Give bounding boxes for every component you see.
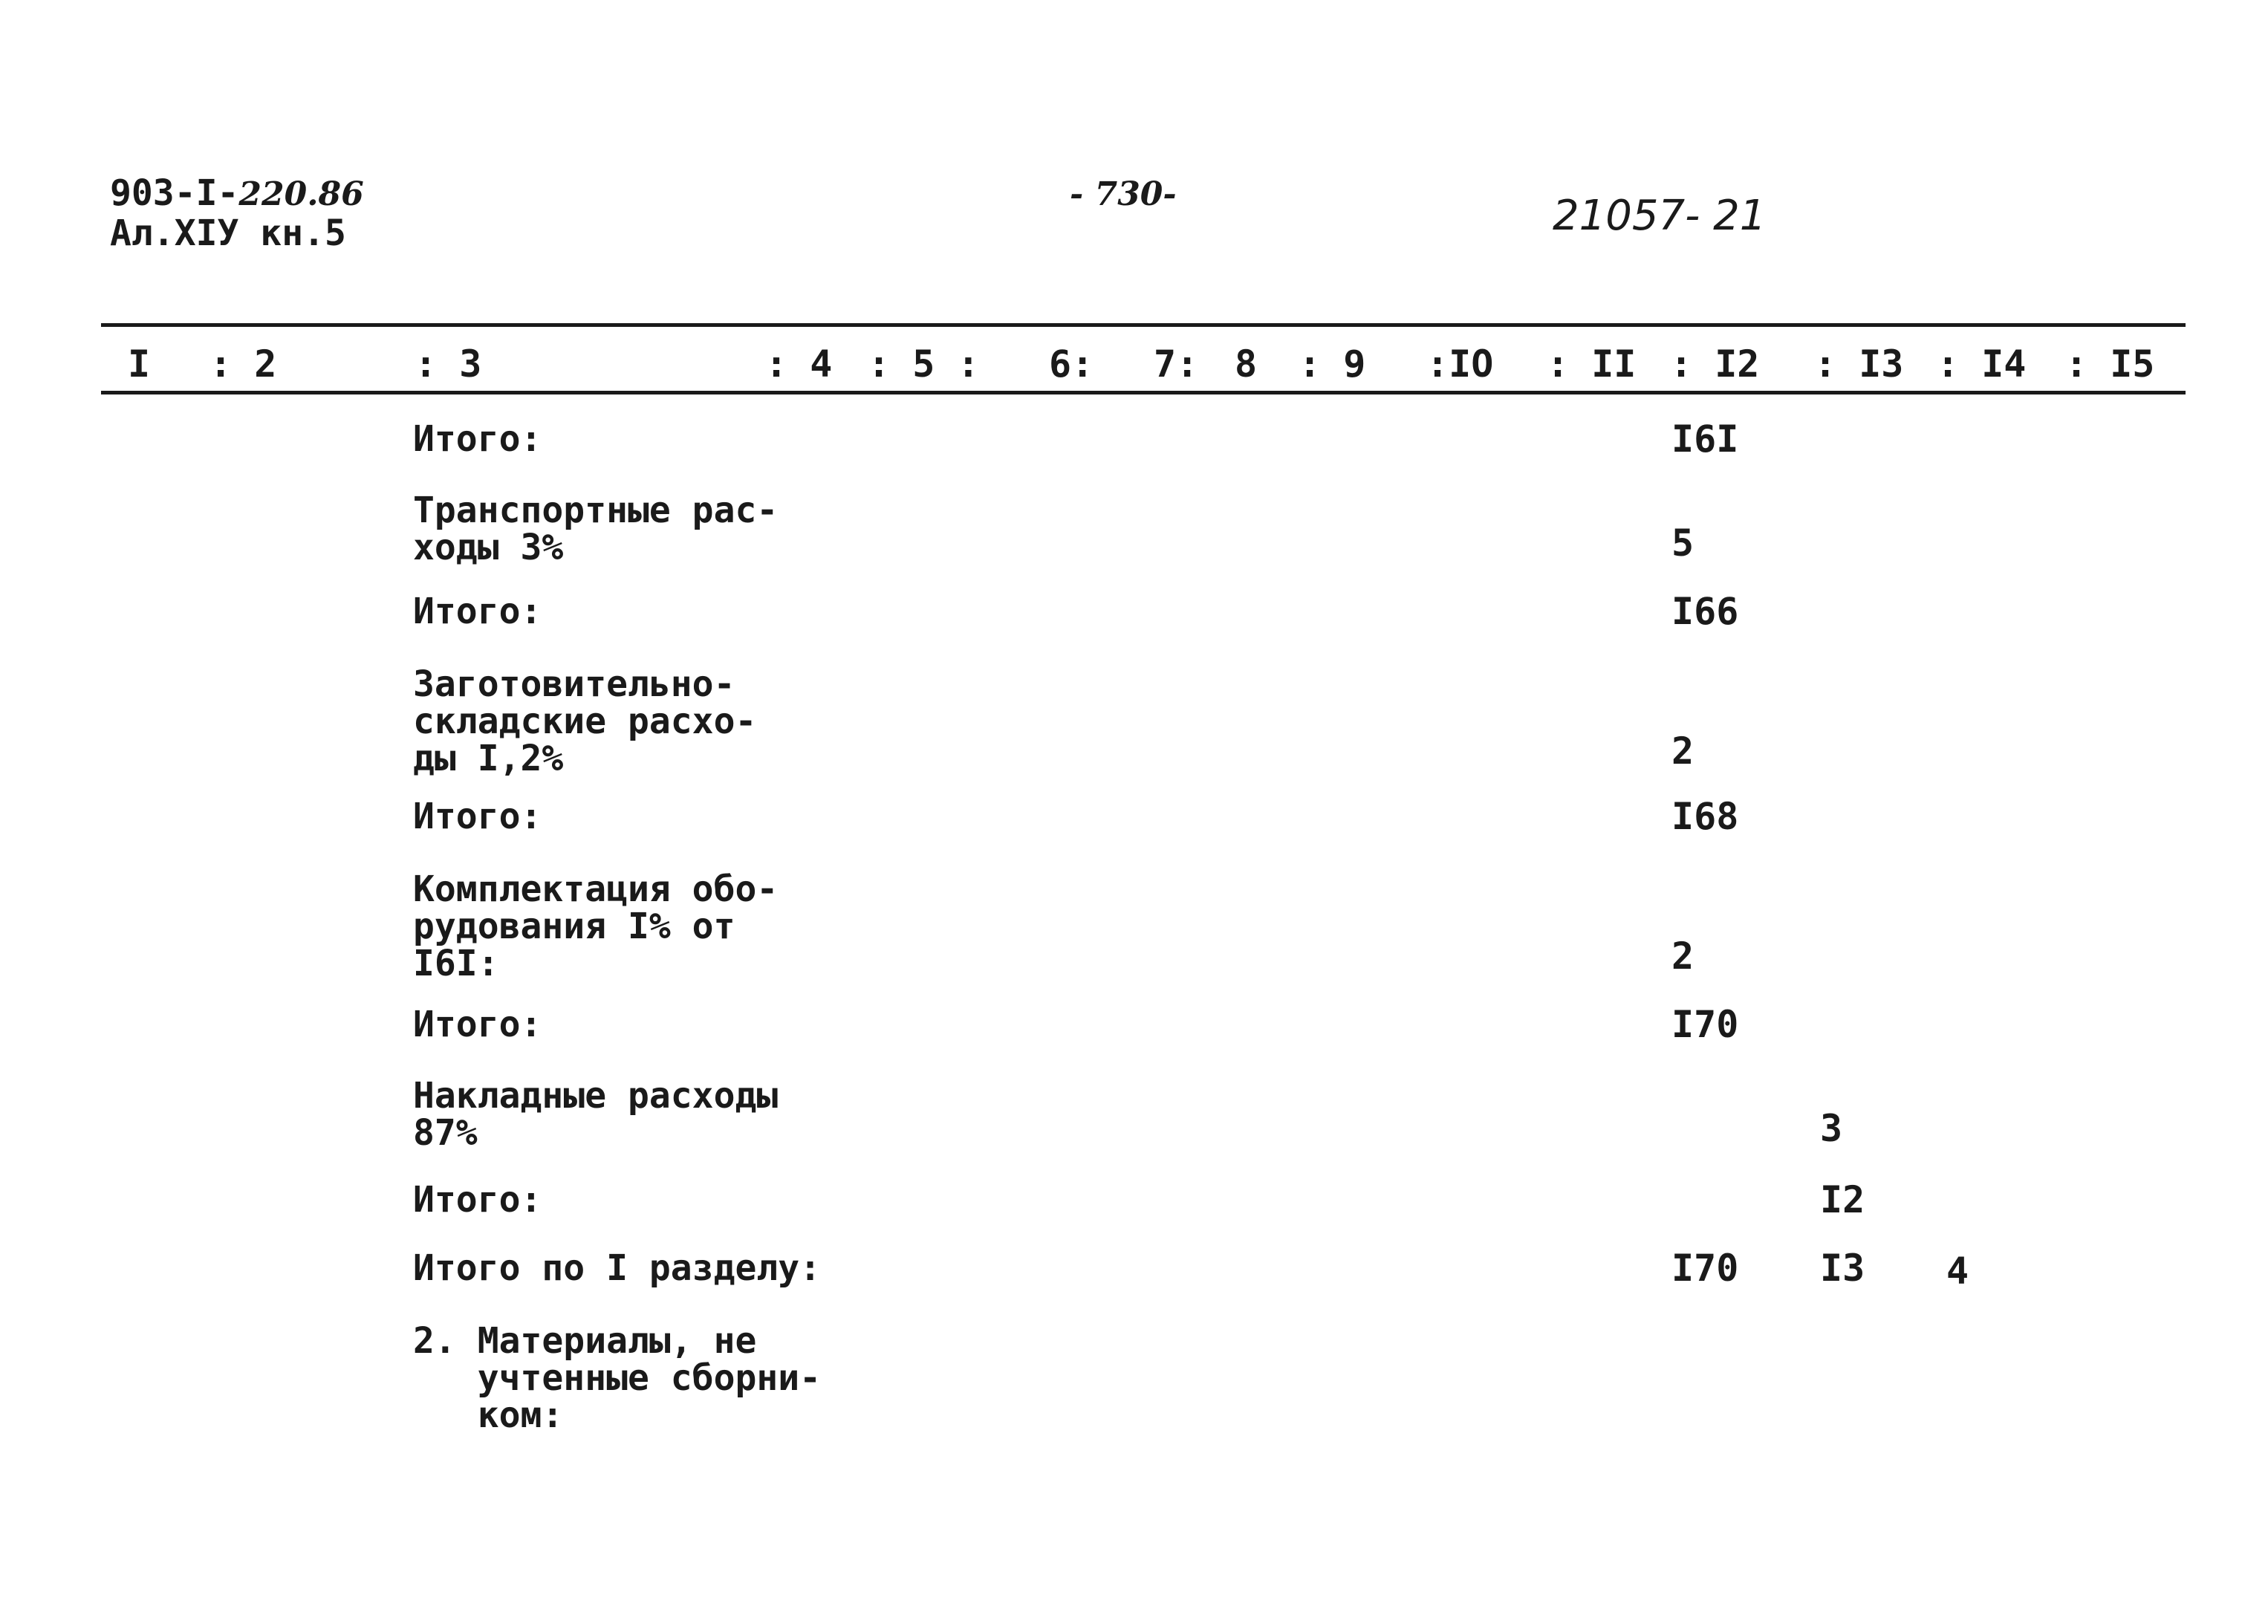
row-label: Итого по I разделу: [413,1247,822,1289]
cell-col12: I66 [1671,590,1739,633]
cell-col13: 3 [1820,1107,1843,1150]
row-label: Итого: [413,1179,542,1221]
cell-col13: I2 [1820,1178,1865,1221]
project-code-handwritten: 220.86 [238,175,364,213]
row-label: 2. Материалы, не учтенные сборни- ком: [413,1320,822,1436]
sheet-number: 21057- 21 [1553,192,1767,240]
row-label: Итого: [413,796,542,837]
cell-col13: I3 [1820,1247,1865,1290]
column-header: 8 [1235,342,1258,386]
cell-col12: I70 [1671,1003,1739,1046]
cell-col12: I6I [1671,418,1739,461]
column-header: : I5 [2065,342,2155,386]
row-label: Транспортные рас- ходы 3% [413,490,779,568]
column-header: : II [1547,342,1637,386]
column-header: : I2 [1670,342,1760,386]
project-code [110,172,364,215]
column-header: : 2 [209,342,277,386]
row-label: Накладные расходы 87% [413,1075,779,1154]
row-label: Заготовительно- складские расхо- ды I,2% [413,663,757,779]
row-label: Комплектация обо- рудования I% от I6I: [413,868,779,984]
column-header: : I4 [1937,342,2027,386]
row-label: Итого: [413,591,542,632]
column-header: 6: [1049,342,1094,386]
column-header: I [128,342,151,386]
cell-col14: 4 [1946,1250,1969,1293]
cell-col12: I68 [1671,795,1739,838]
column-header: : 9 [1299,342,1366,386]
row-label: Итого: [413,418,542,460]
column-header: : 4 [765,342,833,386]
project-code-typed: 903-I- [110,172,239,214]
cell-col12: I70 [1671,1247,1739,1290]
album-reference: Ал.XIУ кн.5 [110,212,346,254]
cell-col12: 5 [1671,522,1694,565]
cell-col12: 2 [1671,730,1694,773]
cell-col12: 2 [1671,935,1694,978]
table-top-rule [101,323,2186,327]
column-header: : 3 [415,342,482,386]
row-label: Итого: [413,1004,542,1045]
page-number: - 730- [1070,175,1177,213]
column-header: : I3 [1814,342,1904,386]
column-header: :IO [1426,342,1494,386]
column-header: : 5 : [868,342,980,386]
table-header-rule [101,391,2186,394]
column-header: 7: [1154,342,1199,386]
